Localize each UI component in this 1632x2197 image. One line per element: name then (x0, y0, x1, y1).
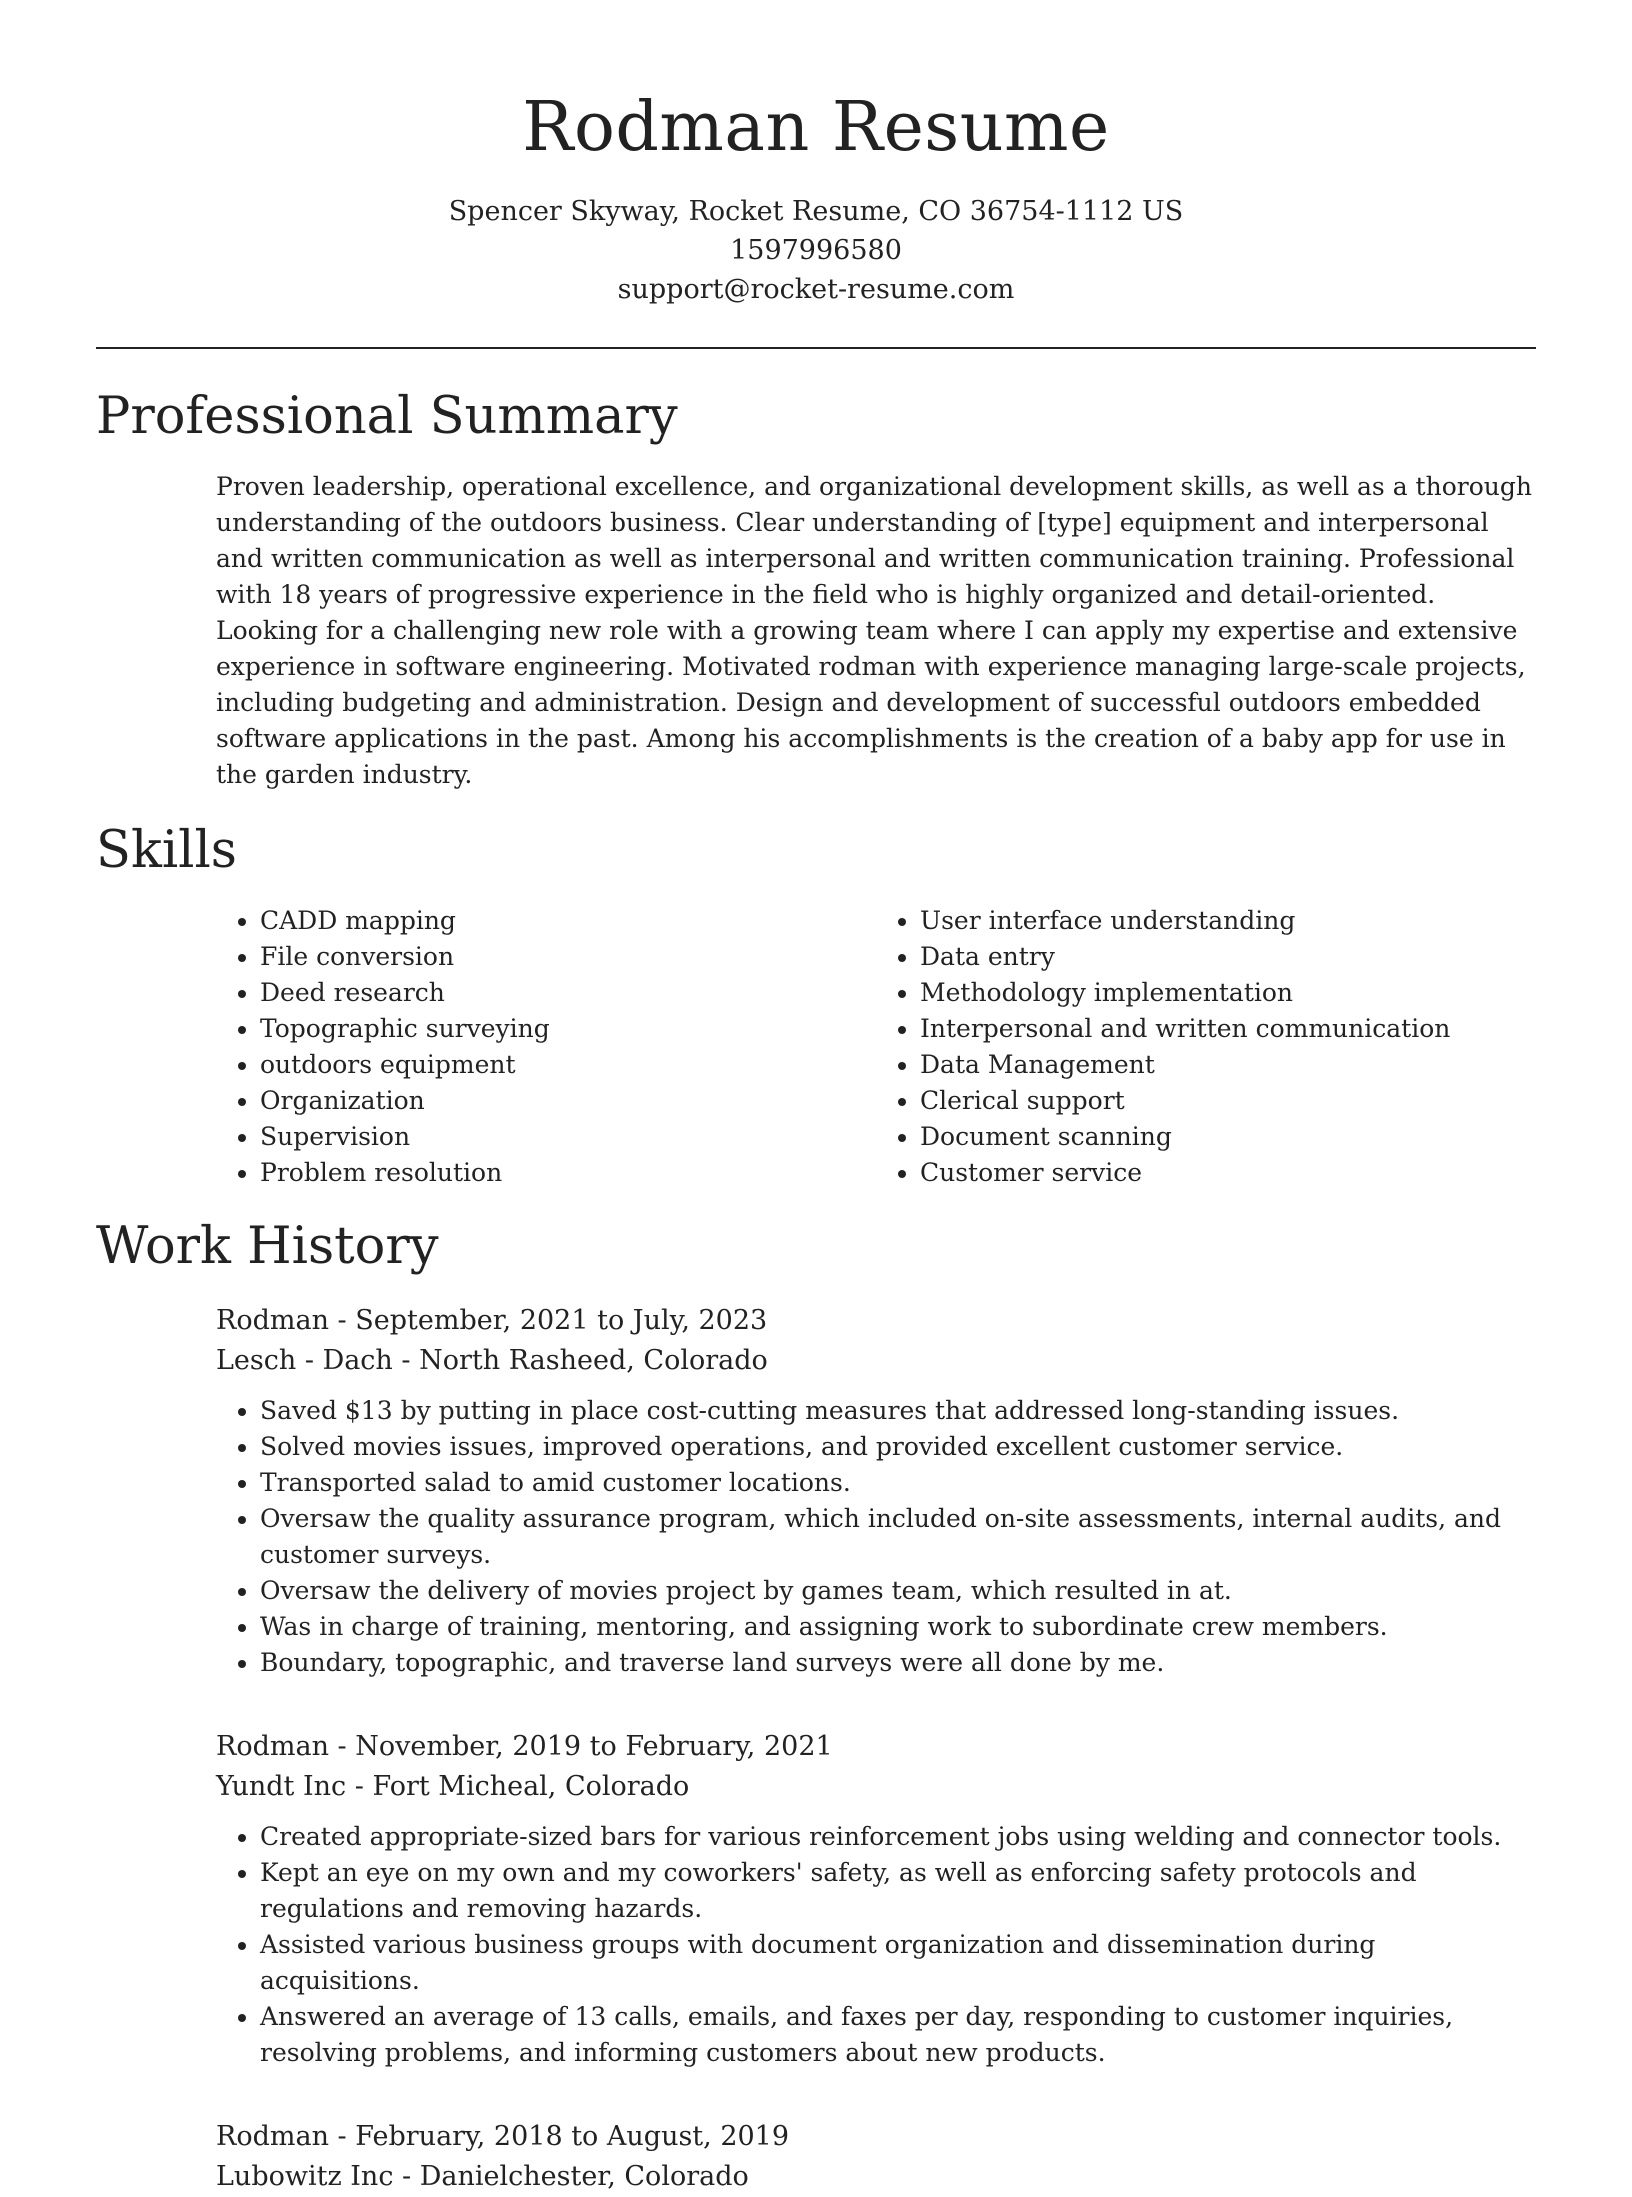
skills-section (0, 821, 1632, 1191)
skill-item: • Topographic surveying (260, 1011, 876, 1047)
job-dates: - September, 2021 to July, 2023 (328, 1305, 768, 1336)
skill-item: • Customer service (920, 1155, 1536, 1191)
job-title-line (216, 1301, 1536, 1341)
job-bullet: • Oversaw the quality assurance program, which included on-site assessments, internal audits, and customer surveys. (260, 1501, 1536, 1573)
skill-item: • Data Management (920, 1047, 1536, 1083)
job-company-line (216, 2157, 1536, 2197)
skill-item: • Methodology implementation (920, 975, 1536, 1011)
work-history-section (0, 1217, 1632, 2197)
contact-phone: 1597996580 (730, 235, 902, 266)
skill-item: • Supervision (260, 1119, 876, 1155)
header-divider (96, 347, 1536, 349)
skill-item: • Clerical support (920, 1083, 1536, 1119)
skill-item: • Deed research (260, 975, 876, 1011)
contact-block (0, 192, 1632, 309)
job-bullets (216, 1819, 1536, 2071)
resume-name: Rodman Resume (522, 88, 1110, 167)
job-bullet: • Boundary, topographic, and traverse land surveys were all done by me. (260, 1645, 1536, 1681)
contact-address: Spencer Skyway, Rocket Resume, CO 36754-1112 US (448, 196, 1184, 227)
skill-item: • Organization (260, 1083, 876, 1119)
skills-list-right (876, 903, 1536, 1191)
job-role: Rodman (216, 1305, 329, 1336)
job-role: Rodman (216, 1731, 329, 1762)
skill-item: • File conversion (260, 939, 876, 975)
resume-header (0, 0, 1632, 309)
summary-section (0, 387, 1632, 793)
job-bullets (216, 1393, 1536, 1681)
job-company-line (216, 1767, 1536, 1807)
skills-list-left (216, 903, 876, 1191)
skill-item: • CADD mapping (260, 903, 876, 939)
job-dates: - November, 2019 to February, 2021 (328, 1731, 833, 1762)
job-dates: - February, 2018 to August, 2019 (328, 2121, 790, 2152)
job-title-line (216, 2117, 1536, 2157)
job-bullet: • Oversaw the delivery of movies project by games team, which resulted in at. (260, 1573, 1536, 1609)
job-company-line (216, 1341, 1536, 1381)
skill-item: • Problem resolution (260, 1155, 876, 1191)
summary-heading: Professional Summary (96, 387, 678, 446)
skills-heading: Skills (96, 821, 237, 880)
job-company: Lubowitz Inc (216, 2161, 394, 2192)
job-bullet: • Solved movies issues, improved operations, and provided excellent customer service. (260, 1429, 1536, 1465)
work-history-heading: Work History (96, 1217, 439, 1276)
job-title-line (216, 1727, 1536, 1767)
job-bullet: • Transported salad to amid customer locations. (260, 1465, 1536, 1501)
job-company: Yundt Inc (216, 1771, 347, 1802)
job-bullet: • Assisted various business groups with document organization and dissemination during acquisitions. (260, 1927, 1536, 1999)
job-role: Rodman (216, 2121, 329, 2152)
job-bullet: • Saved $13 by putting in place cost-cutting measures that addressed long-standing issues. (260, 1393, 1536, 1429)
skills-grid (216, 903, 1536, 1191)
contact-email: support@rocket-resume.com (617, 274, 1015, 305)
skill-item: • User interface understanding (920, 903, 1536, 939)
skill-item: • outdoors equipment (260, 1047, 876, 1083)
job-bullet: • Answered an average of 13 calls, emails, and faxes per day, responding to customer inquiries, resolving problems, and informing customers about new products. (260, 1999, 1536, 2071)
job-location: - Fort Micheal, Colorado (346, 1771, 690, 1802)
job-entry (216, 1301, 1536, 1681)
job-entry (216, 1727, 1536, 2071)
job-bullet: • Kept an eye on my own and my coworkers' safety, as well as enforcing safety protocols and regulations and removing hazards. (260, 1855, 1536, 1927)
job-location: - Danielchester, Colorado (393, 2161, 749, 2192)
skill-item: • Document scanning (920, 1119, 1536, 1155)
skill-item: • Data entry (920, 939, 1536, 975)
job-bullet: • Created appropriate-sized bars for various reinforcement jobs using welding and connector tools. (260, 1819, 1536, 1855)
skill-item: • Interpersonal and written communication (920, 1011, 1536, 1047)
summary-text: Proven leadership, operational excellence, and organizational development skills, as well as a thorough understanding of the outdoors business. Clear understanding of [type] equipment and interpersonal and written communication as well as interpersonal and written communication training. Professional with 18 years of progressive experience in the field who is highly organized and detail-oriented. Looking for a challenging new role with a growing team where I can apply my expertise and extensive experience in software engineering. Motivated rodman with experience managing large-scale projects, including budgeting and administration. Design and development of successful outdoors embedded software applications in the past. Among his accomplishments is the creation of a baby app for use in the garden industry. (216, 472, 1532, 789)
job-company: Lesch - Dach (216, 1345, 393, 1376)
job-entry (216, 2117, 1536, 2197)
job-location: - North Rasheed, Colorado (392, 1345, 768, 1376)
job-bullet: • Was in charge of training, mentoring, and assigning work to subordinate crew members. (260, 1609, 1536, 1645)
